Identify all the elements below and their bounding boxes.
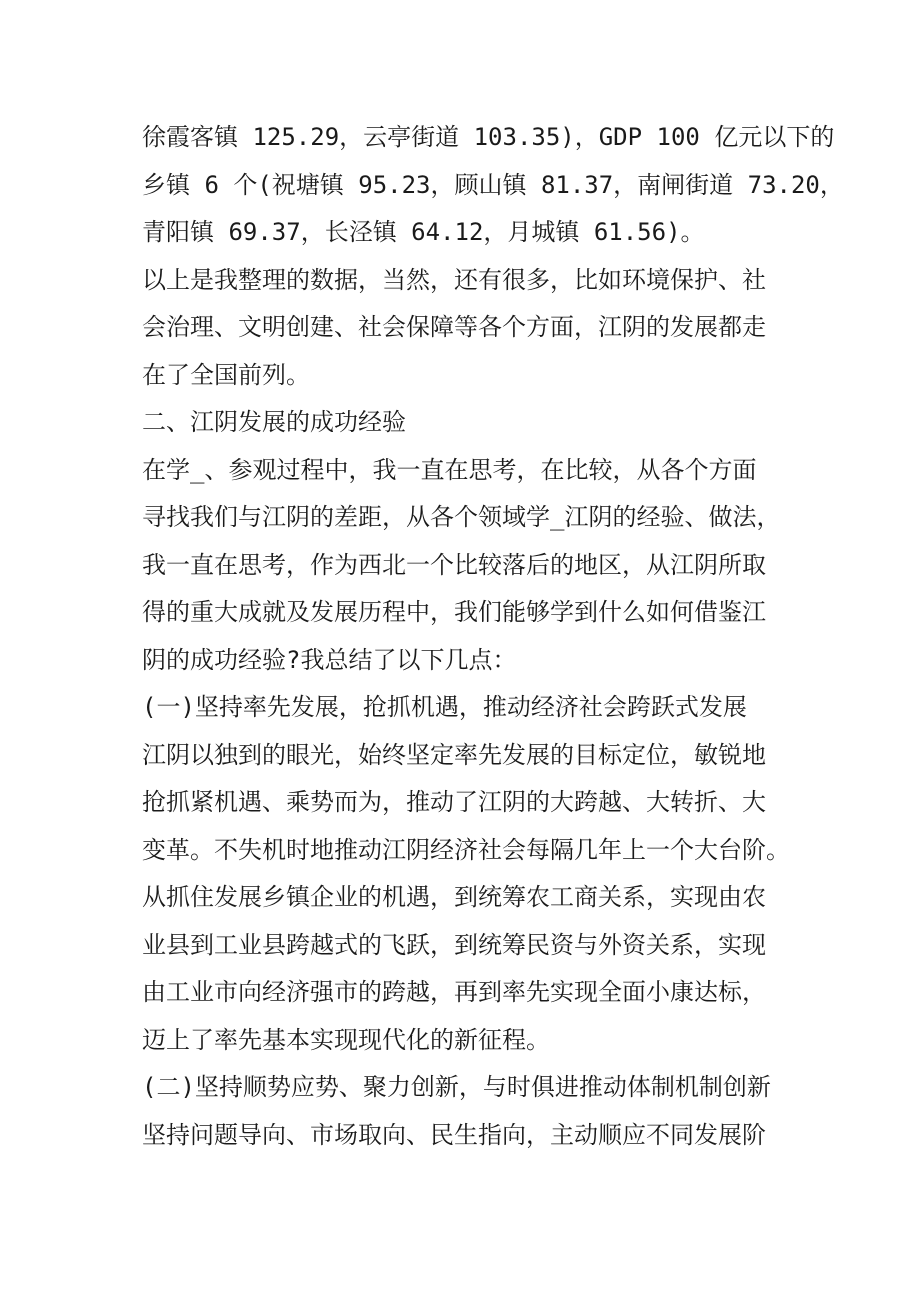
text-line: 抢抓紧机遇、乘势而为，推动了江阴的大跨越、大转折、大 xyxy=(142,788,766,816)
subsection-heading: (一)坚持率先发展，抢抓机遇，推动经济社会跨跃式发展 xyxy=(142,693,747,721)
text-line: 坚持问题导向、市场取向、民生指向，主动顺应不同发展阶 xyxy=(142,1120,766,1149)
text-line: 徐霞客镇 125.29，云亭街道 103.35)，GDP 100 亿元以下的 xyxy=(142,123,835,151)
text-line: 变革。不失机时地推动江阴经济社会每隔几年上一个大台阶。 xyxy=(142,835,790,864)
text-line: 迈上了率先基本实现现代化的新征程。 xyxy=(142,1025,550,1054)
text-line: 从抓住发展乡镇企业的机遇，到统筹农工商关系，实现由农 xyxy=(142,883,766,911)
text-line: 乡镇 6 个(祝塘镇 95.23，顾山镇 81.37，南闸街道 73.20， xyxy=(142,170,844,199)
text-line: 寻找我们与江阴的差距，从各个领域学_江阴的经验、做法， xyxy=(142,503,781,531)
text-line: 业县到工业县跨越式的飞跃，到统筹民资与外资关系，实现 xyxy=(142,930,766,959)
text-line: 我一直在思考，作为西北一个比较落后的地区，从江阴所取 xyxy=(142,550,766,579)
text-line: 在学_、参观过程中，我一直在思考，在比较，从各个方面 xyxy=(142,455,757,484)
text-line: 由工业市向经济强市的跨越，再到率先实现全面小康达标， xyxy=(142,978,766,1006)
text-line: 青阳镇 69.37，长泾镇 64.12，月城镇 61.56)。 xyxy=(142,218,705,246)
text-line: 阴的成功经验?我总结了以下几点： xyxy=(142,645,517,674)
text-line: 江阴以独到的眼光，始终坚定率先发展的目标定位，敏锐地 xyxy=(142,740,766,769)
subsection-heading: (二)坚持顺势应势、聚力创新，与时俱进推动体制机制创新 xyxy=(142,1073,771,1101)
text-line: 以上是我整理的数据，当然，还有很多，比如环境保护、社 xyxy=(142,265,766,294)
text-line: 得的重大成就及发展历程中，我们能够学到什么如何借鉴江 xyxy=(142,598,766,626)
section-heading: 二、江阴发展的成功经验 xyxy=(142,408,406,436)
text-line: 在了全国前列。 xyxy=(142,360,310,389)
text-line: 会治理、文明创建、社会保障等各个方面，江阴的发展都走 xyxy=(142,313,766,341)
document-body xyxy=(142,114,844,1159)
